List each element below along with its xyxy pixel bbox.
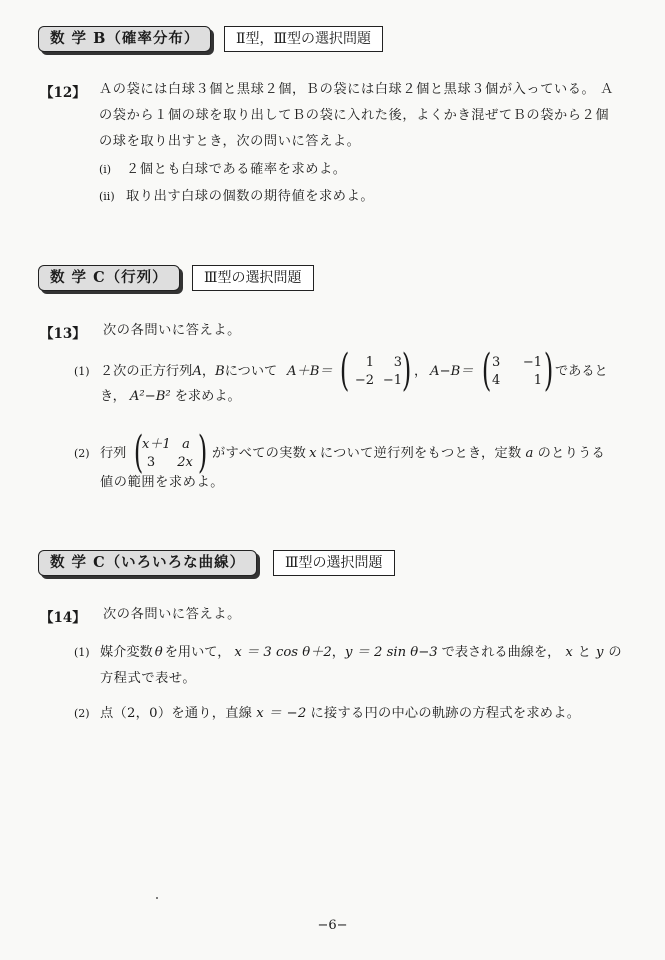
q2-t2: がすべての実数 (212, 446, 307, 461)
q2-text-b (212, 444, 605, 464)
theta-symbol: θ (154, 645, 163, 660)
q14-t3: で表される曲線を， (441, 645, 561, 660)
variable-x: x (565, 645, 573, 660)
q14-2-text-b: に接する円の中心の軌跡の方程式を求めよ。 (310, 706, 581, 721)
page-number: −6− (317, 918, 348, 933)
section-tag-matrix: 数 学 C（行列） (38, 265, 180, 291)
question-label: (2) (74, 447, 90, 460)
right-paren: ) (401, 345, 412, 396)
problem-number-12: 【12】 (40, 85, 86, 101)
matrix-cell: −1 (382, 373, 402, 388)
q1-text-b: について (224, 364, 278, 379)
variable-x: x (309, 446, 317, 461)
matrix-a-plus-b (339, 345, 412, 396)
q14-t4: の (608, 645, 622, 660)
matrix-cell: 3 (146, 455, 156, 470)
q14-1-line-2: 方程式で表せ。 (100, 671, 197, 686)
question-label: (2) (74, 707, 90, 720)
right-paren: ) (543, 345, 554, 396)
q1-text-end: であると (555, 364, 608, 379)
matrix-cell: a (182, 437, 190, 452)
q2-t3: について逆行列をもつとき，定数 (319, 446, 522, 461)
equation-a-minus-b: A−B＝ (430, 364, 474, 379)
problem-13-intro: 次の各問いに答えよ。 (103, 323, 241, 338)
q1-line-2 (100, 387, 241, 407)
left-paren: ( (481, 345, 492, 396)
q14-t1: 媒介変数 (100, 645, 153, 660)
q14-2-line (100, 704, 580, 724)
problem-12-line-2: の袋から１個の球を取り出してＢの袋に入れた後，よくかき混ぜてＢの袋から２個 (99, 108, 610, 123)
problem-14-intro: 次の各問いに答えよ。 (103, 607, 241, 622)
variable-a: a (525, 446, 534, 461)
page-speck (156, 897, 158, 899)
problem-number-14: 【14】 (40, 610, 86, 626)
section-tag-curves: 数 学 C（いろいろな曲線） (38, 550, 257, 576)
matrix-a-symbol: A (192, 364, 202, 379)
problem-12-line-3: の球を取り出すとき，次の問いに答えよ。 (99, 134, 361, 149)
subitem-text: 取り出す白球の個数の期待値を求めよ。 (126, 189, 375, 204)
question-label: (1) (74, 646, 90, 659)
subitem-text: ２個とも白球である確率を求めよ。 (126, 162, 347, 177)
matrix-cell: 3 (492, 355, 501, 370)
matrix-cell: x＋1 (142, 437, 171, 452)
q2-text-a: 行列 (100, 446, 127, 461)
matrix-b-symbol: B (215, 364, 225, 379)
matrix-cell: 1 (365, 355, 374, 370)
equation-a-plus-b: A＋B＝ (287, 364, 333, 379)
q14-1-line-1 (100, 643, 622, 663)
q1-line2-a: き， (100, 389, 126, 404)
question-label: (1) (74, 365, 90, 378)
problem-number-13: 【13】 (40, 326, 86, 342)
equation-x: x ＝ 3 cos θ＋2 (234, 645, 332, 660)
left-paren: ( (133, 427, 144, 478)
subitem-label: (ii) (99, 190, 115, 203)
matrix-cell: 2x (177, 455, 193, 470)
q1-text-a: ２次の正方行列 (100, 364, 193, 379)
right-paren: ) (197, 427, 208, 478)
comma: ， (331, 645, 345, 660)
section-type-label: Ⅱ型，Ⅲ型の選択問題 (224, 26, 383, 52)
q14-t2: を用いて， (164, 645, 231, 660)
q1-text-start (100, 362, 277, 382)
separator: ， (414, 364, 428, 379)
and-text: と (577, 645, 591, 660)
subitem-label: (i) (99, 163, 112, 176)
expression-a2-b2: A²−B² (129, 389, 171, 404)
matrix-cell: 1 (533, 373, 542, 388)
q2-t4: のとりうる (537, 446, 606, 461)
matrix-cell: 3 (393, 355, 402, 370)
matrix-cell: 4 (492, 373, 501, 388)
matrix-x-a (133, 427, 208, 478)
section-type-label: Ⅲ型の選択問題 (192, 265, 314, 291)
comma: ， (201, 364, 216, 379)
matrix-cell: −2 (354, 373, 374, 388)
left-paren: ( (339, 345, 350, 396)
q2-line-2: 値の範囲を求めよ。 (100, 475, 225, 490)
section-type-label: Ⅲ型の選択問題 (273, 550, 395, 576)
variable-y: y (595, 645, 604, 660)
q1-line2-c: を求めよ。 (174, 389, 241, 404)
section-tag-probability: 数 学 B（確率分布） (38, 26, 211, 52)
q14-2-text-a: 点（2，0）を通り，直線 (100, 706, 253, 721)
equation-y: y ＝ 2 sin θ−3 (344, 645, 438, 660)
matrix-cell: −1 (522, 355, 542, 370)
matrix-a-minus-b (481, 345, 554, 396)
equation-line: x ＝ −2 (256, 706, 307, 721)
problem-12-line-1: Ａの袋には白球３個と黒球２個，Ｂの袋には白球２個と黒球３個が入っている。 Ａ (99, 82, 614, 97)
